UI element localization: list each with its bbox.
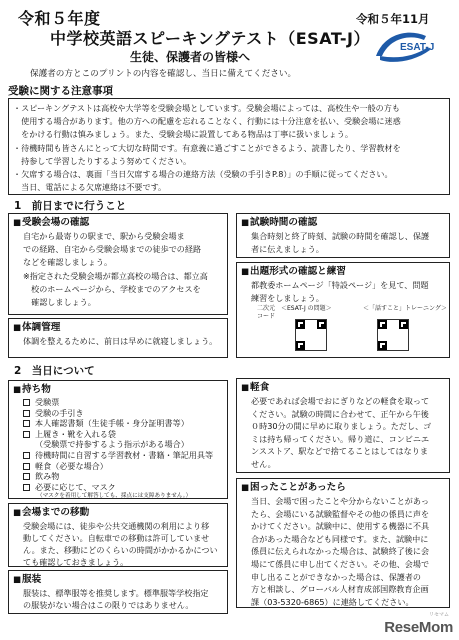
checkbox-icon [23,420,30,427]
belongings-item: 本人確認書類（生徒手帳・身分証明書等） [13,418,223,429]
resemom-watermark-logo: ReseMom [384,619,453,636]
travel-line: ても確認しておきましょう。 [23,557,129,567]
watermark-small: リセマム [429,612,449,618]
trouble-line: 申し出ることができなかった場合は、保護者の [251,571,421,582]
snack-box [236,378,450,473]
venue-line: 確認しましょう。 [23,297,96,308]
checkbox-icon [23,452,30,459]
notes-line: 持参して学習したりするよう努めてください。 [13,155,192,166]
notes-line: 使用する場合があります。他の方への配慮を忘れることなく、行動には十分注意を払い、受験会場に迷惑 [13,116,401,127]
snack-line: 必要であれば会場でおにぎりなどの軽食を取って [251,396,430,406]
section2-heading: 2 当日について [14,365,95,377]
mask-note: （マスクを着用して解答しても、採点には支障ありません。） [37,493,192,500]
page-title-year: 令和５年度 [18,9,101,28]
venue-line: などを確認しましょう。 [23,257,113,268]
belongings-item-note: （受験票で持参するよう指示がある場合） [35,439,189,450]
belongings-title: ■ 持ち物 [13,383,223,397]
issue-date: 令和５年11月 [356,12,430,26]
checkbox-icon [23,399,30,406]
section1-heading: 1 前日までに行うこと [14,200,127,212]
snack-line: ください。試験の時間に合わせて、正午から午後 [251,408,429,419]
format-practice-title: ■ 出題形式の確認と練習 [241,265,445,279]
snack-line: ミは持ち帰ってください。帰り道に、コンビニエ [251,433,430,444]
travel-line: 動してください。自転車での移動は許可していませ [23,533,210,543]
snack-line: せん。 [251,458,276,469]
time-line: 者に伝えましょう。 [251,244,324,255]
venue-line: での経路、自宅から受験会場までの徒歩での経路 [23,244,202,255]
notes-box [8,98,450,195]
belongings-item: 必要に応じて、マスク [13,482,223,493]
trouble-line: かけてください。試験中に、使用する機器に不具 [251,521,430,532]
notes-line: ・欠席する場合は、裏面「当日欠席する場合の連絡方法（受験の手引きP.8）」の手順に従ってください。 [13,169,393,180]
checkbox-icon [23,473,30,480]
venue-check-title: ■ 受験会場の確認 [13,216,223,230]
intro-text: 保護者の方とこのプリントの内容を確認し、当日に備えてください。 [30,69,297,79]
checkbox-icon [23,463,30,470]
health-box [8,318,228,358]
snack-line: ンスストア、駅などで捨てることはしてはなりま [251,446,428,457]
time-check-box [236,213,450,258]
svg-text:ESAT-J: ESAT-J [400,42,435,53]
trouble-line: たら、会場にいる試験監督やその他の係員に声を [251,508,430,519]
belongings-item: 上履き・靴を入れる袋 [13,429,223,440]
belongings-box [8,380,228,499]
format-line: 都教委ホームページ「特設ページ」を見て、問題 [251,280,429,290]
notes-line: をかける行動は慎みましょう。また、受験会場に設置してある物品は丁寧に扱いましょう。 [13,129,353,140]
venue-check-box [8,213,228,315]
qr-label-code: コード [257,313,276,320]
page-title: 中学校英語スピーキングテスト（ESAT-J） [50,29,370,48]
time-check-title: ■ 試験時間の確認 [241,216,445,230]
qr-label-training: ＜「話すこと」トレーニング＞ [363,305,447,312]
trouble-line: 場にて係員に申し出てください。その他、会場で [251,558,430,569]
format-line: 練習をしましょう。 [251,293,324,304]
qr-code-problems[interactable] [295,319,327,351]
notes-heading: 受験に関する注意事項 [8,85,113,97]
trouble-line: 当日、会場で困ったことや分からないことがあっ [251,496,429,506]
checkbox-icon [23,431,30,438]
travel-box [8,503,228,567]
checkbox-icon [23,484,30,491]
belongings-item: 受験の手引き [13,408,223,419]
belongings-item: 待機時間に自習する学習教材・書籍・筆記用具等 [13,450,223,461]
notes-line: ・スピーキングテストは高校や大学等を受験会場としています。受験会場によっては、高校生や一般の方も [13,103,400,113]
page-subtitle: 生徒、保護者の皆様へ [130,50,251,64]
trouble-line: 方と相談し、グローバル人材育成部国際教育企画 [251,584,429,595]
trouble-line: 合があった場合なども同様です。また、試験中に [251,533,429,544]
time-line: 集合時刻と終了時刻、試験の時間を確認し、保護 [251,231,430,241]
notes-line: ・待機時間も皆さんにとって大切な時間です。有意義に過ごすことができるよう、読書したり、学習教材を [13,142,401,153]
belongings-item: 受験票 [13,397,223,408]
snack-title: ■ 軽食 [241,381,445,395]
trouble-title: ■ 困ったことがあったら [241,481,445,495]
clothing-title: ■ 服装 [13,573,223,587]
trouble-line: 係員に伝えられなかった場合は、試験終了後に会 [251,546,430,557]
venue-line: 自宅から最寄りの駅まで、駅から受験会場ま [23,231,185,241]
venue-line: 校のホームページから、学校までのアクセスを [23,283,201,294]
esat-j-logo [370,26,446,72]
checkbox-icon [23,410,30,417]
travel-title: ■ 会場までの移動 [13,506,223,520]
venue-line: ※指定された受験会場が都立高校の場合は、都立高 [23,270,208,281]
health-line: 体調を整えるために、前日は早めに就寝しましょう。 [23,336,218,346]
clothing-line: 服装は、標準服等を推奨します。標準服等学校指定 [23,588,209,598]
trouble-line: 課（03-5320-6865）に連絡してください。 [251,596,414,607]
travel-line: 受験会場には、徒歩や公共交通機関の利用により移 [23,521,210,531]
qr-code-training[interactable] [377,319,409,351]
belongings-item: 軽食（必要な場合） [13,461,223,472]
qr-label-problems: 二次元 ＜ESAT-J の問題＞ [257,305,332,312]
clothing-line: の服装がない場合はこの限りではありません。 [23,600,194,610]
format-practice-box [236,262,450,358]
trouble-box [236,478,450,608]
belongings-item: 飲み物 [13,471,223,482]
clothing-box [8,570,228,614]
snack-line: ０時30分の間に早めに取りましょう。ただし、ゴ [251,421,432,432]
travel-line: ん。また、移動にどのくらいの時間がかかるかについ [23,545,218,555]
health-title: ■ 体調管理 [13,321,223,335]
notes-line: 当日、電話による欠席連絡は不要です。 [13,182,167,193]
